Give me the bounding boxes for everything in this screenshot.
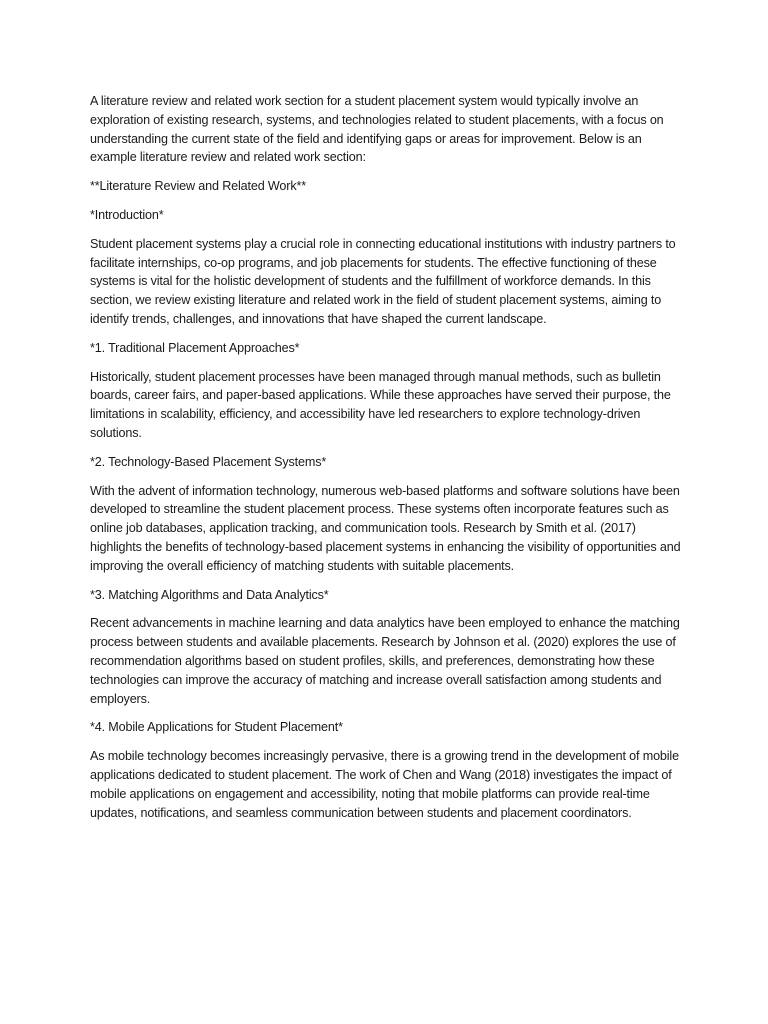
traditional-approaches-heading: *1. Traditional Placement Approaches* xyxy=(90,340,300,355)
section-title: **Literature Review and Related Work** xyxy=(90,179,306,194)
matching-algorithms-heading: *3. Matching Algorithms and Data Analytics* xyxy=(90,587,329,602)
mobile-applications-paragraph: As mobile technology becomes increasingly pervasive, there is a growing trend in the development of mobile applications dedicated to student placement. The work of Chen and Wang (2018) investigates the impact of mobile applications on engagement and accessibility, noting that mobile platforms can provide real-time updates, notifications, and seamless communication between students and placement coordinators. xyxy=(90,749,679,820)
technology-systems-heading: *2. Technology-Based Placement Systems* xyxy=(90,454,327,469)
document-body xyxy=(90,92,686,832)
introduction-paragraph: Student placement systems play a crucial role in connecting educational institutions with industry partners to facilitate internships, co-op programs, and job placements for students. The effective functioning of these systems is vital for the holistic development of students and the fulfillment of workforce demands. In this section, we review existing literature and related work in the field of student placement systems, aiming to identify trends, challenges, and innovations that have shaped the current landscape. xyxy=(90,236,676,326)
intro-paragraph: A literature review and related work section for a student placement system would typically involve an exploration of existing research, systems, and technologies related to student placements, with a focus on understanding the current state of the field and identifying gaps or areas for improvement. Below is an example literature review and related work section: xyxy=(90,94,664,165)
introduction-heading: *Introduction* xyxy=(90,207,164,222)
matching-algorithms-paragraph: Recent advancements in machine learning and data analytics have been employed to enhance the matching process between students and available placements. Research by Johnson et al. (2020) explores the use of recommendation algorithms based on student profiles, skills, and preferences, demonstrating how these technologies can improve the accuracy of matching and increase overall satisfaction among students and employers. xyxy=(90,616,680,706)
technology-systems-paragraph: With the advent of information technology, numerous web-based platforms and software solutions have been developed to streamline the student placement process. These systems often incorporate features such as online job databases, application tracking, and communication tools. Research by Smith et al. (2017) highlights the benefits of technology-based placement systems in enhancing the visibility of opportunities and improving the overall efficiency of matching students with suitable placements. xyxy=(90,483,681,573)
mobile-applications-heading: *4. Mobile Applications for Student Placement* xyxy=(90,720,343,735)
traditional-approaches-paragraph: Historically, student placement processes have been managed through manual methods, such as bulletin boards, career fairs, and paper-based applications. While these approaches have served their purpose, the limitations in scalability, efficiency, and accessibility have led researchers to explore technology-driven solutions. xyxy=(90,369,671,440)
